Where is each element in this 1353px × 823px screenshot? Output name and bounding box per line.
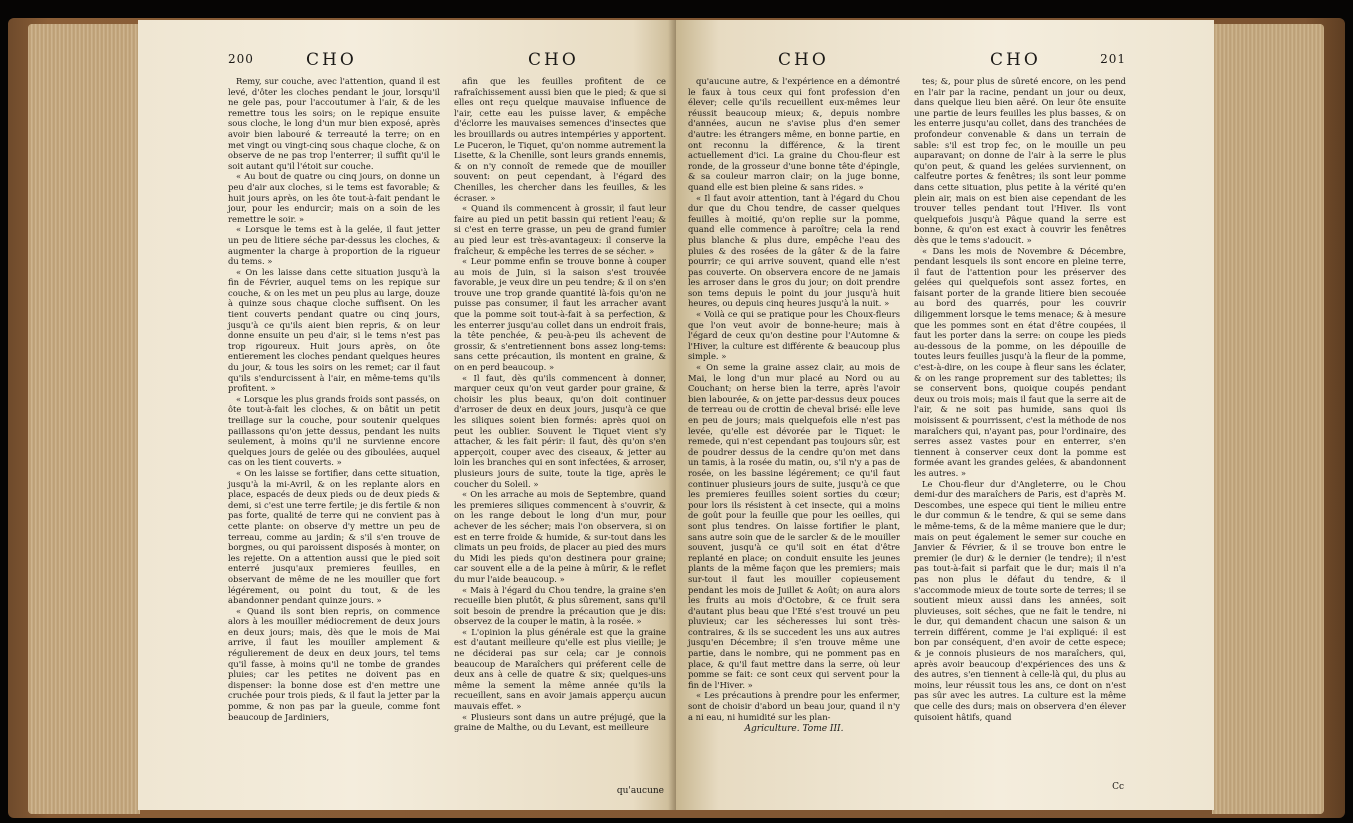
paragraph: « On seme la graine assez clair, au mois de Mai, le long d'un mur placé au Nord ou au Couchant; on herse bien la terre, après l'avoir bien labourée, & on jette par-dessus deux pouces de terreau ou de crottin de cheval brisé: elle leve en peu de jours; mais quelquefois elle n'est pas levée, qu'elle est dévorée par le Tiquet: le remede, qui n'est cependant pas toujours sûr, est de poudrer dessus de la cendre qu'on met dans un tamis, à la rosée du matin, ou, s'il n'y a pas de rosée, on les bassine légérement; ce qu'il faut continuer plusieurs jours de suite, jusqu'à ce que les premieres feuilles soient sorties du cœur; pour lors ils résistent à cet insecte, qui a moins de goût pour la feuille que pour les oeilles, qui sont plus tendres. On laisse fortifier le plant, sans autre soin que de le sarcler & de le mouiller souvent, jusqu'à ce qu'il soit en état d'être replanté en place; on conduit ensuite les jeunes plants de la même façon que les premiers; mais sur-tout il faut les mouiller copieusement pendant les mois de Juillet & Août; on aura alors les fruits au mois d'Octobre, & ce fruit sera d'autant plus beau que l'Eté s'est trouvé un peu pluvieux; car les sécheresses lui sont très-contraires, & ils se succedent les uns aux autres jusqu'en Décembre; il s'en trouve même une partie, dans le nombre, qui ne pomment pas en place, & qu'il faut mettre dans la serre, où leur pomme se fait: ce sont ceux qui servent pour la fin de l'Hiver. »: [688, 362, 900, 690]
paragraph: Le Chou-fleur dur d'Angleterre, ou le Chou demi-dur des maraîchers de Paris, est d'après M. Descombes, une espece qui tient le milieu entre le dur commun & le tendre, & qui se seme dans le même-tems, & de la même maniere que le dur; mais on peut également le semer sur couche en Janvier & Février, & il se trouve bon entre le premier (le dur) & le dernier (le tendre); il n'est pas tout-à-fait si parfait que le dur; mais il n'a pas non plus le défaut du tendre, & il s'accommode mieux de toute sorte de terres; il se soutient mieux aussi dans les années, soit pluvieuses, soit séches, que ne fait le tendre, ni le dur, qui demandent chacun une saison & un terrein différent, comme je l'ai expliqué: il est bon par conséquent, d'en avoir de cette espece; & je connois plusieurs de nos maraîchers, qui, après avoir beaucoup d'expériences des uns & des autres, s'en tiennent à celle-là qui, du plus au moins, leur réussit tous les ans, ce dont on n'est pas sûr avec les autres. La culture est la même que celle des durs; mais on observera d'en élever quisoient hâtifs, quand: [914, 478, 1126, 722]
paragraph: « Leur pomme enfin se trouve bonne à couper au mois de Juin, si la saison s'est trouvée favorable, je veux dire un peu tendre; & il on s'en trouve une trop grande quantité là-fois qu'on ne puisse pas consumer, il faut les arracher avant que la pomme soit tout-à-fait à sa perfection, & les enterrer jusqu'au collet dans un endroit frais, la tête penchée, & peu-à-peu ils achevent de grossir, & s'entretiennent bons assez long-tems: sans cette précaution, ils montent en graine, & on en perd beaucoup. »: [454, 256, 666, 373]
right-column-2: [914, 76, 1126, 735]
paragraph: « Voilà ce qui se pratique pour les Choux-fleurs que l'on veut avoir de bonne-heure; mais à l'égard de ceux qu'on destine pour l'Automne & l'Hiver, la culture est différente & beaucoup plus simple. »: [688, 309, 900, 362]
paragraph: « Dans les mois de Novembre & Décembre, pendant lesquels ils sont encore en pleine terre, il faut de l'attention pour les préserver des gelées qui quelquefois sont assez fortes, en faisant porter de la grande litiere bien secouée au bord des quarrés, pour les couvrir diligemment lorsque le tems menace; & à mesure que les pommes sont en état d'être coupées, il faut les porter dans la serre: on coupe les pieds au-dessous de la pomme, on les dépouille de toutes leurs feuilles jusqu'à la fleur de la pomme, c'est-à-dire, on les coupe à fleur sans les éclater, & on les range proprement sur des tablettes; ils se conservent bons, quoique coupés pendant deux ou trois mois; mais il faut que la serre ait de l'air, & ne soit pas humide, sans quoi ils moisissent & pourrissent, c'est la méthode de nos maraîchers qui, n'ayant pas, pour l'ordinaire, des serres assez vastes pour en enterrer, s'en tiennent à conserver ceux dont la pomme est formée avant les grandes gelées, & abandonnent les autres. »: [914, 245, 1126, 478]
paragraph: « On les laisse se fortifier, dans cette situation, jusqu'à la mi-Avril, & on les replante alors en place, espacés de deux pieds ou de deux pieds & demi, si c'est une terre fertile; je dis fertile & non pas forte, qualité de terre qui ne convient pas à cette plante: on observe d'y mettre un peu de terreau, comme au jardin; & s'il s'en trouve de borgnes, ou qui paroissent disposés à monter, on les rejette. On a attention aussi que le pied soit enterré jusqu'aux premieres feuilles, en observant de même de ne les mouiller que fort légérement, ou point du tout, & de les abandonner pendant quinze jours. »: [228, 467, 440, 606]
right-catchword: Cc: [1112, 782, 1124, 792]
right-page-header: [688, 50, 1126, 72]
right-running-head-2: CHO: [990, 50, 1041, 70]
left-column-2: [454, 76, 666, 733]
paragraph: afin que les feuilles profitent de ce rafraîchissement aussi bien que le pied; & que si elles ont reçu quelque mauvaise influence de l'air, cette eau les puisse laver, & empêche d'éclorre les mauvaises semences d'insectes que les brouillards ou autres intempéries y apportent. Le Puceron, le Tiquet, qu'on nomme autrement la Lisette, & la Chenille, sont leurs grands ennemis, & on n'y connoît de remede que de mouiller souvent: on peut cependant, à l'égard des Chenilles, les chercher dans les feuilles, & les écraser. »: [454, 76, 666, 203]
left-running-head-1: CHO: [306, 50, 357, 70]
paragraph: « On les arrache au mois de Septembre, quand les premieres siliques commencent à s'ouvrir, & on les range debout le long d'un mur, pour achever de les sécher; mais l'on observera, si on est en terre froide & humide, & sur-tout dans les climats un peu froids, de placer au pied des murs du Midi les pieds qu'on destinera pour graine; car souvent elle a de la peine à mûrir, & le reflet du mur l'aide beaucoup. »: [454, 489, 666, 584]
left-page-header: [228, 50, 666, 72]
right-column-1: [688, 76, 900, 722]
page-edges-left: [28, 24, 140, 814]
paragraph: « Lorsque les plus grands froids sont passés, on ôte tout-à-fait les cloches, & on bâtit un petit treillage sur la couche, pour soutenir quelques paillassons qu'on jette dessus, pendant les nuits seulement, à moins qu'il ne survienne encore quelques jours de gelée ou des giboulées, auquel cas on les tient couverts. »: [228, 393, 440, 468]
paragraph: tes; &, pour plus de sûreté encore, on les pend en l'air par la racine, pendant un jour ou deux, dans quelque lieu bien aëré. On leur ôte ensuite une partie de leurs feuilles les plus basses, & on les enterre jusqu'au collet, dans des tranchées de profondeur convenable & dans un terrain de sable: s'il est trop fec, on le mouille un peu auparavant; on donne de l'air à la serre le plus qu'on peut, & quand les gelées surviennent, on calfeutre portes & fenêtres; ils sont leur pomme dans cette situation, plus petite à la vérité qu'en plein air, mais on est bien aise cependant de les trouver telles pendant tout l'Hiver. Ils vont quelquefois jusqu'à Pâque quand la serre est bonne, & qu'on est exact à couvrir les fenêtres dès que le tems s'adoucit. »: [914, 76, 1126, 245]
paragraph: « Quand ils commencent à grossir, il faut leur faire au pied un petit bassin qui retient l'eau; & si c'est en terre grasse, un peu de grand fumier au pied leur est très-avantageux: il conserve la fraîcheur, & empêche les terres de se sécher. »: [454, 203, 666, 256]
right-page-number: 201: [1100, 52, 1126, 66]
left-page: [138, 20, 676, 810]
paragraph: « Au bout de quatre ou cinq jours, on donne un peu d'air aux cloches, si le tems est favorable; & huit jours après, on les ôte tout-à-fait pendant le jour, pour les endurcir; mais on a soin de les remettre le soir. »: [228, 171, 440, 224]
right-column-1-wrap: [688, 76, 900, 735]
paragraph: qu'aucune autre, & l'expérience en a démontré le faux à tous ceux qui font profession d'en élever; celle qu'ils recueillent eux-mêmes leur réussit beaucoup mieux; &, depuis nombre d'années, aucun ne s'avise plus d'en semer d'autre: les étrangers même, en bonne partie, en ont reconnu la différence, & la tirent actuellement d'ici. La graine du Chou-fleur est ronde, de la grosseur d'une bonne tête d'épingle, & sa couleur marron clair; on la juge bonne, quand elle est bien pleine & sans rides. »: [688, 76, 900, 192]
page-edges-right: [1212, 24, 1324, 814]
paragraph: « Les précautions à prendre pour les enfermer, sont de choisir d'abord un beau jour, quand il n'y a ni eau, ni humidité sur les plan-: [688, 690, 900, 722]
left-catchword: qu'aucune: [616, 786, 664, 796]
right-running-head-1: CHO: [778, 50, 829, 70]
right-page: [676, 20, 1214, 810]
paragraph: « L'opinion la plus générale est que la graine est d'autant meilleure qu'elle est plus vieille; je ne déciderai pas sur cela; car je connois beaucoup de Maraîchers qui préferent celle de deux ans à celle de quatre & six; quelques-uns même la sement la même année qu'ils la recueillent, sans en avoir jamais apperçu aucun mauvais effet. »: [454, 626, 666, 712]
paragraph: « Lorsque le tems est à la gelée, il faut jetter un peu de litiere séche par-dessus les cloches, & augmenter la charge à proportion de la rigueur du tems. »: [228, 224, 440, 267]
paragraph: « Il faut avoir attention, tant à l'égard du Chou dur que du Chou tendre, de casser quelques feuilles à moitié, qu'on replie sur la pomme, quand elle commence à paroître; cela la rend plus blanche & plus dure, empêche l'eau des pluies & des rosées de la gâter & de la faire pourrir; ce qui arrive souvent, quand elle n'est pas couverte. On observera encore de ne jamais les arroser dans le gros du jour; on doit prendre son tems depuis le point du jour jusqu'à huit heures, ou depuis cinq heures jusqu'à la nuit. »: [688, 192, 900, 309]
paragraph: « Il faut, dès qu'ils commencent à donner, marquer ceux qu'on veut garder pour graine, & choisir les plus beaux, qu'on doit continuer d'arroser de deux en deux jours, jusqu'à ce que les siliques soient bien formés: après quoi on peut les oublier. Souvent le Tiquet vient s'y attacher, & les fait périr: il faut, dès qu'on s'en apperçoit, couper avec des ciseaux, & jetter au loin les branches qui en sont infectées, & arroser, plusieurs jours de suite, toute la tige, après le coucher du Soleil. »: [454, 372, 666, 489]
left-running-head-2: CHO: [528, 50, 579, 70]
paragraph: Remy, sur couche, avec l'attention, quand il est levé, d'ôter les cloches pendant le jour, lorsqu'il ne gele pas, pour l'accoutumer à l'air, & de les remettre tous les soirs; on le repique ensuite sous cloche, le long d'un mur bien exposé, après avoir bien labouré & terreauté la terre; on en met vingt ou vingt-cinq sous chaque cloche, & on observe de ne pas trop l'enterrer; il suffit qu'il le soit autant qu'il l'étoit sur couche.: [228, 76, 440, 171]
paragraph: « Quand ils sont bien repris, on commence alors à les mouiller médiocrement de deux jours en deux jours; mais, dès que le mois de Mai arrive, il faut les mouiller amplement & régulierement de deux en deux jours, tel tems qu'il fasse, à moins qu'il ne tombe de grandes pluies; car les petites ne doivent pas en dispenser: la bonne dose est d'en mettre une cruchée pour trois pieds, & il faut la jetter par la pomme, & non pas par la gueule, comme font beaucoup de Jardiniers,: [228, 605, 440, 722]
left-page-number: 200: [228, 52, 254, 66]
paragraph: « Mais à l'égard du Chou tendre, la graine s'en recueille bien plutôt, & plus sûrement, sans qu'il soit besoin de prendre la précaution que je dis: observez de la couper le matin, à la rosée. »: [454, 584, 666, 627]
paragraph: « Plusieurs sont dans un autre préjugé, que la graine de Malthe, ou du Levant, est meilleure: [454, 711, 666, 733]
volume-footline: Agriculture. Tome III.: [744, 724, 844, 735]
left-column-1: [228, 76, 440, 733]
paragraph: « On les laisse dans cette situation jusqu'à la fin de Février, auquel tems on les repique sur couche, & on les met un peu plus au large, douze à quinze sous chaque cloche suffisent. On les tient couverts pendant quatre ou cinq jours, jusqu'à ce qu'ils aient bien repris, & on leur donne ensuite un peu d'air, si le tems n'est pas trop rigoureux. Huit jours après, on ôte entierement les cloches pendant quelques heures du jour, & tous les soirs on les remet; car il faut qu'ils s'endurcissent à l'air, en même-tems qu'ils profitent. »: [228, 266, 440, 394]
